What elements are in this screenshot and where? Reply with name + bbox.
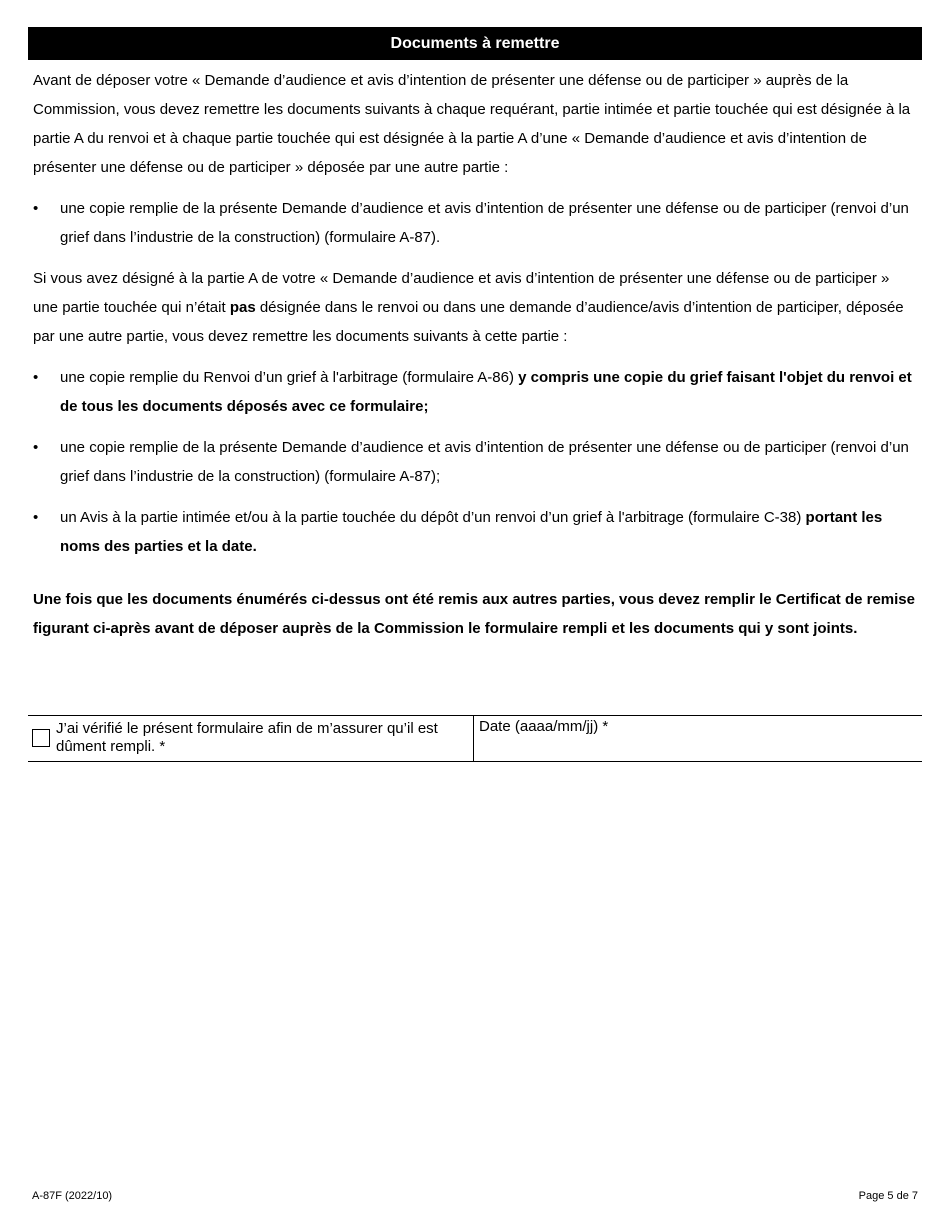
bullet-icon: • (33, 439, 39, 456)
form-id: A-87F (2022/10) (32, 1190, 113, 1202)
verification-checkbox[interactable] (32, 729, 50, 747)
verification-cell (28, 716, 474, 761)
date-label: Date (aaaa/mm/jj) * (479, 718, 609, 735)
second-paragraph-emphasis: pas (229, 299, 256, 316)
bullet-icon: • (33, 369, 39, 386)
second-paragraph-text-start: Si vous avez désigné à la partie A de votre « Demande d’audience et avis d’intention de présenter une défense ou de participer » une partie touchée qui n’était (33, 270, 890, 316)
content-body (33, 66, 918, 655)
second-paragraph (33, 264, 918, 351)
intro-paragraph: Avant de déposer votre « Demande d’audience et avis d’intention de présenter une défense ou de participer » auprès de la Commission, vous devez remettre les documents suivants à chaque requérant, partie intimée et partie touchée qui est désignée à la partie A du renvoi et à chaque partie touchée qui est désignée à la partie A d’une « Demande d’audience et avis d’intention de présenter une défense ou de participer » déposée par une autre partie : (33, 72, 911, 176)
verification-row (28, 715, 922, 762)
section-header (28, 27, 922, 60)
date-field[interactable] (474, 716, 922, 761)
bullet-icon: • (33, 509, 39, 526)
list-item-bold-text: y compris une copie du grief faisant l'objet du renvoi et de tous les documents déposés avec ce formulaire; (60, 369, 912, 415)
list-item-bold-text: portant les noms des parties et la date. (60, 509, 883, 555)
final-note: Une fois que les documents énumérés ci-dessus ont été remis aux autres parties, vous devez remplir le Certificat de remise figurant ci-après avant de déposer auprès de la Commission le formulaire rempli et les documents qui y sont joints. (33, 591, 915, 637)
list-item-text: une copie remplie de la présente Demande d’audience et avis d’intention de présenter une défense ou de participer (renvoi d’un grief dans l’industrie de la construction) (formulaire A-87); (60, 439, 909, 485)
list-item-text: une copie remplie du Renvoi d’un grief à l'arbitrage (formulaire A-86) (60, 369, 519, 386)
list-item (33, 363, 918, 421)
page-number: Page 5 de 7 (858, 1190, 918, 1202)
section-title: Documents à remettre (390, 34, 560, 52)
list-item-text: un Avis à la partie intimée et/ou à la partie touchée du dépôt d’un renvoi d’un grief à l'arbitrage (formulaire C-38) (60, 509, 806, 526)
second-paragraph-text-end: désignée dans le renvoi ou dans une demande d’audience/avis d’intention de participer, déposée par une autre partie, vous devez remettre les documents suivants à cette partie : (33, 299, 904, 345)
list-item-text: une copie remplie de la présente Demande d’audience et avis d’intention de présenter une défense ou de participer (renvoi d’un grief dans l’industrie de la construction) (formulaire A-87). (60, 200, 909, 246)
list-item (33, 503, 918, 561)
list-item (33, 194, 918, 252)
list-item (33, 433, 918, 491)
bullet-icon: • (33, 200, 39, 217)
verification-label: J’ai vérifié le présent formulaire afin de m’assurer qu’il est dûment rempli. * (56, 720, 438, 755)
